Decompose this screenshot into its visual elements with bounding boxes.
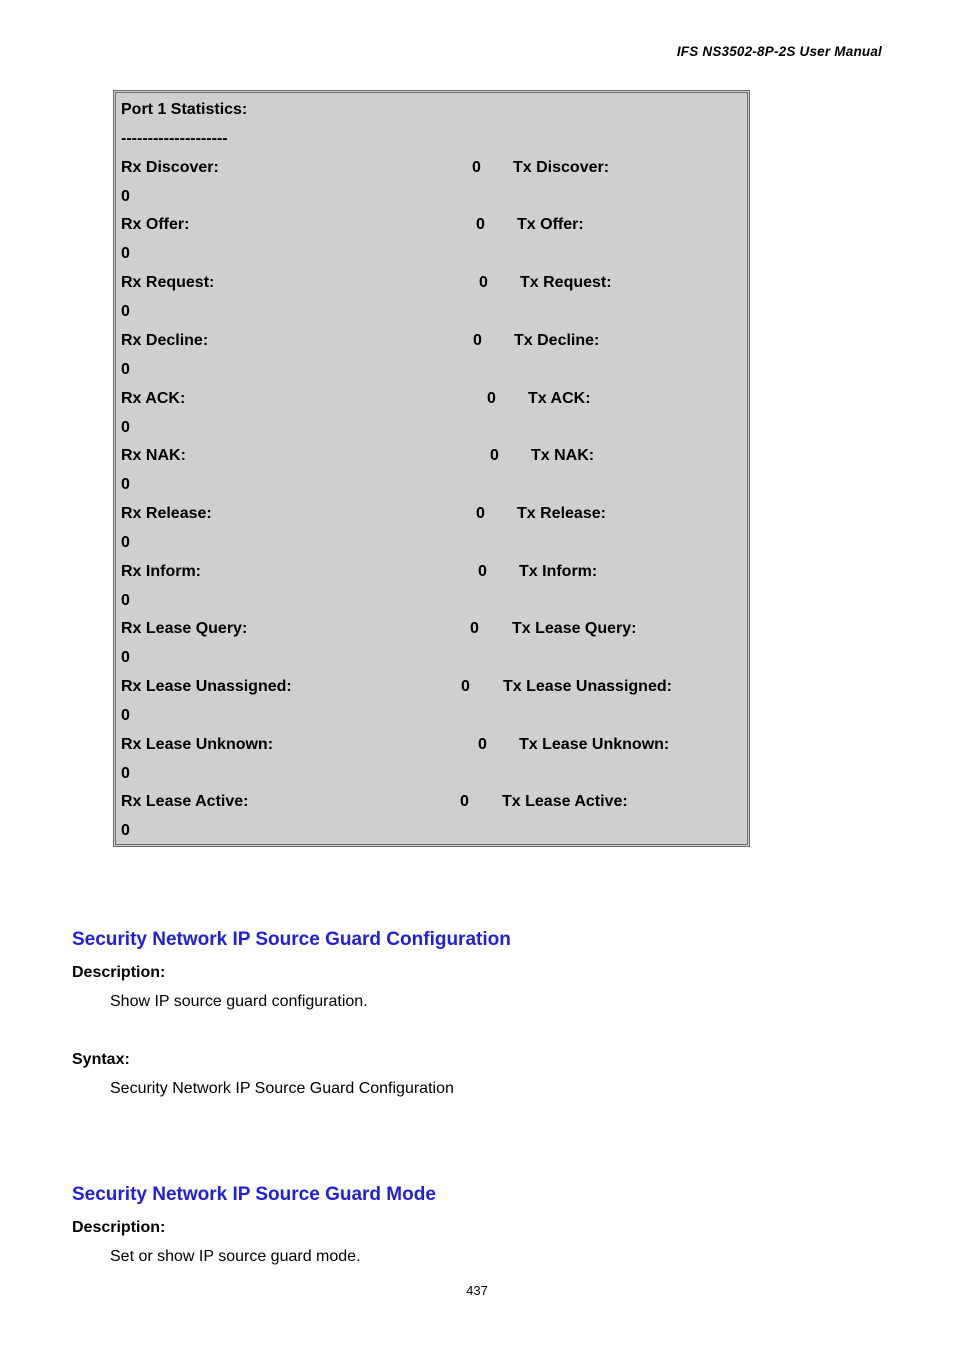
page-number: 437 — [466, 1283, 488, 1298]
stats-tx-label: Tx NAK: — [531, 447, 595, 464]
stats-tx-value: 0 — [121, 361, 130, 378]
stats-rx-value: 0 — [490, 447, 499, 464]
stats-rx-label: Rx Lease Unknown: — [121, 736, 274, 753]
section-heading-ip-source-guard-mode: Security Network IP Source Guard Mode — [72, 1184, 436, 1205]
stats-separator: -------------------- — [121, 130, 228, 147]
stats-tx-value: 0 — [121, 419, 130, 436]
stats-tx-value: 0 — [121, 476, 130, 493]
description-text: Show IP source guard configuration. — [110, 993, 368, 1010]
stats-tx-label: Tx Discover: — [513, 159, 610, 176]
stats-rx-label: Rx Decline: — [121, 332, 209, 349]
stats-rx-value: 0 — [476, 505, 485, 522]
stats-rx-label: Rx Inform: — [121, 563, 201, 580]
stats-rx-label: Rx Request: — [121, 274, 215, 291]
stats-rx-value: 0 — [461, 678, 470, 695]
stats-tx-label: Tx Lease Unassigned: — [503, 678, 672, 695]
syntax-text: Security Network IP Source Guard Configuration — [110, 1080, 454, 1097]
stats-rx-value: 0 — [479, 274, 488, 291]
stats-tx-value: 0 — [121, 592, 130, 609]
document-header-title: IFS NS3502-8P-2S User Manual — [676, 44, 882, 59]
stats-tx-value: 0 — [121, 303, 130, 320]
stats-rx-value: 0 — [460, 793, 469, 810]
stats-tx-value: 0 — [121, 188, 130, 205]
stats-tx-label: Tx Lease Unknown: — [519, 736, 670, 753]
stats-tx-label: Tx Offer: — [517, 216, 584, 233]
section-heading-ip-source-guard-configuration: Security Network IP Source Guard Configuration — [72, 929, 511, 950]
stats-title: Port 1 Statistics: — [121, 101, 248, 118]
stats-tx-value: 0 — [121, 707, 130, 724]
stats-rx-label: Rx Offer: — [121, 216, 190, 233]
stats-rx-label: Rx Lease Query: — [121, 620, 248, 637]
stats-rx-label: Rx ACK: — [121, 390, 186, 407]
stats-tx-label: Tx Request: — [520, 274, 612, 291]
stats-tx-value: 0 — [121, 649, 130, 666]
syntax-label: Syntax: — [72, 1051, 130, 1068]
description-label: Description: — [72, 964, 166, 981]
stats-tx-value: 0 — [121, 822, 130, 839]
stats-rx-label: Rx NAK: — [121, 447, 186, 464]
stats-rx-label: Rx Discover: — [121, 159, 219, 176]
stats-rx-label: Rx Lease Unassigned: — [121, 678, 292, 695]
description-label: Description: — [72, 1219, 166, 1236]
stats-tx-label: Tx Lease Query: — [512, 620, 637, 637]
stats-rx-value: 0 — [473, 332, 482, 349]
stats-rx-value: 0 — [487, 390, 496, 407]
stats-tx-label: Tx Lease Active: — [502, 793, 628, 810]
stats-rx-value: 0 — [478, 736, 487, 753]
stats-tx-label: Tx ACK: — [528, 390, 591, 407]
stats-tx-label: Tx Inform: — [519, 563, 598, 580]
port-statistics-box — [113, 90, 750, 847]
stats-rx-value: 0 — [470, 620, 479, 637]
stats-tx-label: Tx Release: — [517, 505, 606, 522]
stats-rx-value: 0 — [476, 216, 485, 233]
stats-rx-value: 0 — [472, 159, 481, 176]
stats-rx-label: Rx Release: — [121, 505, 212, 522]
stats-tx-value: 0 — [121, 245, 130, 262]
stats-rx-value: 0 — [478, 563, 487, 580]
stats-rx-label: Rx Lease Active: — [121, 793, 249, 810]
stats-tx-value: 0 — [121, 534, 130, 551]
stats-tx-label: Tx Decline: — [514, 332, 600, 349]
description-text: Set or show IP source guard mode. — [110, 1248, 361, 1265]
stats-tx-value: 0 — [121, 765, 130, 782]
